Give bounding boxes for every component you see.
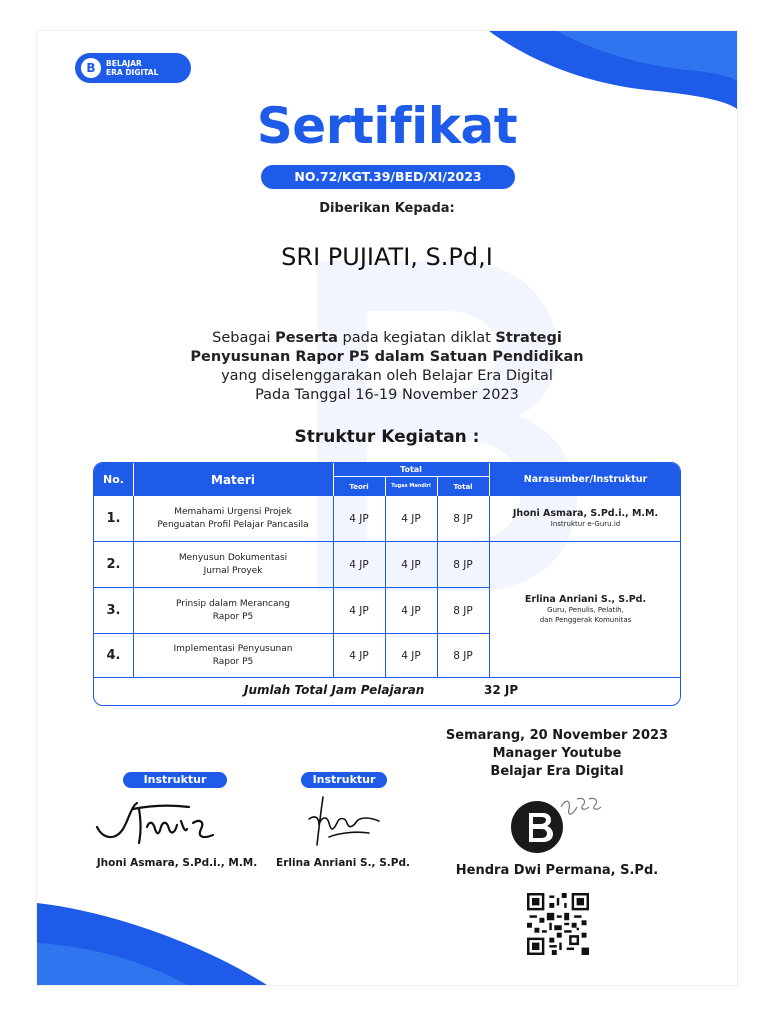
narasumber-1-role: Instruktur e-Guru.id [550, 519, 621, 528]
desc-event-name: Penyusunan Rapor P5 dalam Satuan Pendidikan [190, 349, 584, 365]
desc-line-4: Pada Tanggal 16-19 November 2023 [255, 387, 519, 403]
desc-line-3: yang diselenggarakan oleh Belajar Era Digital [221, 368, 553, 384]
logo-line-1: BELAJAR [106, 59, 142, 68]
row-1-materi-a: Memahami Urgensi Projek [174, 506, 292, 517]
recipient-name: SRI PUJIATI, S.Pd,I [281, 243, 493, 271]
header-no: No. [103, 473, 124, 486]
row-3-materi-b: Rapor P5 [212, 611, 254, 622]
instruktur-badge-2: Instruktur [301, 772, 387, 788]
row-2-total: 8 JP [453, 558, 473, 571]
total-hours-label: Jumlah Total Jam Pelajaran [244, 683, 425, 697]
row-4-materi [133, 634, 333, 677]
signer-2-name: Erlina Anriani S., S.Pd. [276, 857, 410, 869]
header-total: Total [400, 465, 422, 474]
row-3-materi-a: Prinsip dalam Merancang [176, 598, 290, 609]
header-materi: Materi [211, 472, 255, 487]
row-2-materi-b: Jurnal Proyek [203, 565, 263, 576]
desc-line-2 [77, 348, 697, 367]
row-2-tugas: 4 JP [401, 558, 421, 571]
row-1-materi-b: Penguatan Profil Pelajar Pancasila [157, 519, 309, 530]
row-4-materi-a: Implementasi Penyusunan [173, 643, 293, 654]
given-to-label: Diberikan Kepada: [319, 201, 455, 216]
desc-event-start: Strategi [495, 330, 562, 346]
belajar-era-digital-logo-icon: B [81, 58, 101, 78]
signer-1-name: Jhoni Asmara, S.Pd.i., M.M. [96, 857, 258, 869]
logo-line-2: ERA DIGITAL [106, 68, 159, 77]
row-4-total: 8 JP [453, 649, 473, 662]
brand-logo [75, 53, 191, 83]
row-1-no: 1. [106, 511, 121, 526]
narasumber-1 [489, 496, 681, 541]
signer-3-name: Hendra Dwi Permana, S.Pd. [455, 863, 659, 878]
row-3-total: 8 JP [453, 604, 473, 617]
row-2-materi-a: Menyusun Dokumentasi [178, 552, 288, 563]
certificate-description [77, 329, 697, 405]
desc-text: pada kegiatan diklat [337, 330, 496, 346]
row-4-teori: 4 JP [349, 649, 369, 662]
certificate-page [36, 30, 738, 986]
signing-info [437, 727, 677, 781]
signer-position-b: Belajar Era Digital [490, 764, 624, 779]
structure-title: Struktur Kegiatan : [294, 427, 480, 447]
row-3-no: 3. [106, 603, 121, 618]
row-1-materi [133, 496, 333, 541]
row-1-tugas: 4 JP [401, 512, 421, 525]
row-2-teori: 4 JP [349, 558, 369, 571]
company-stamp-icon [503, 789, 613, 859]
row-1-teori: 4 JP [349, 512, 369, 525]
signature-2-icon [299, 793, 399, 855]
narasumber-2-role-a: Guru, Penulis, Pelatih, [547, 605, 624, 614]
row-3-materi [133, 588, 333, 633]
desc-text: Sebagai [212, 330, 276, 346]
activity-table [93, 462, 681, 706]
row-1-total: 8 JP [453, 512, 473, 525]
signer-position-a: Manager Youtube [492, 746, 622, 761]
row-4-materi-b: Rapor P5 [212, 656, 254, 667]
certificate-title: Sertifikat [256, 97, 518, 155]
desc-role: Peserta [275, 330, 338, 346]
instruktur-badge-1: Instruktur [123, 772, 227, 788]
brand-logo-text [106, 59, 158, 77]
header-total-col: Total [453, 483, 473, 491]
narasumber-2-role-b: dan Penggerak Komunitas [539, 615, 632, 624]
row-2-no: 2. [106, 557, 121, 572]
narasumber-1-name: Jhoni Asmara, S.Pd.i., M.M. [512, 507, 659, 519]
header-narasumber: Narasumber/Instruktur [523, 474, 648, 485]
row-2-materi [133, 542, 333, 587]
certificate-number: NO.72/KGT.39/BED/XI/2023 [261, 165, 515, 189]
row-3-tugas: 4 JP [401, 604, 421, 617]
row-3-teori: 4 JP [349, 604, 369, 617]
narasumber-2 [489, 542, 681, 677]
place-date: Semarang, 20 November 2023 [445, 728, 669, 743]
narasumber-2-name: Erlina Anriani S., S.Pd. [524, 593, 647, 605]
signature-1-icon [93, 799, 223, 849]
header-tugas: Tugas Mandiri [391, 483, 431, 489]
desc-line-1 [77, 329, 697, 348]
header-teori: Teori [349, 483, 369, 491]
qr-code-icon [527, 893, 589, 955]
total-hours-value: 32 JP [484, 683, 519, 697]
row-4-no: 4. [106, 648, 121, 663]
row-4-tugas: 4 JP [401, 649, 421, 662]
